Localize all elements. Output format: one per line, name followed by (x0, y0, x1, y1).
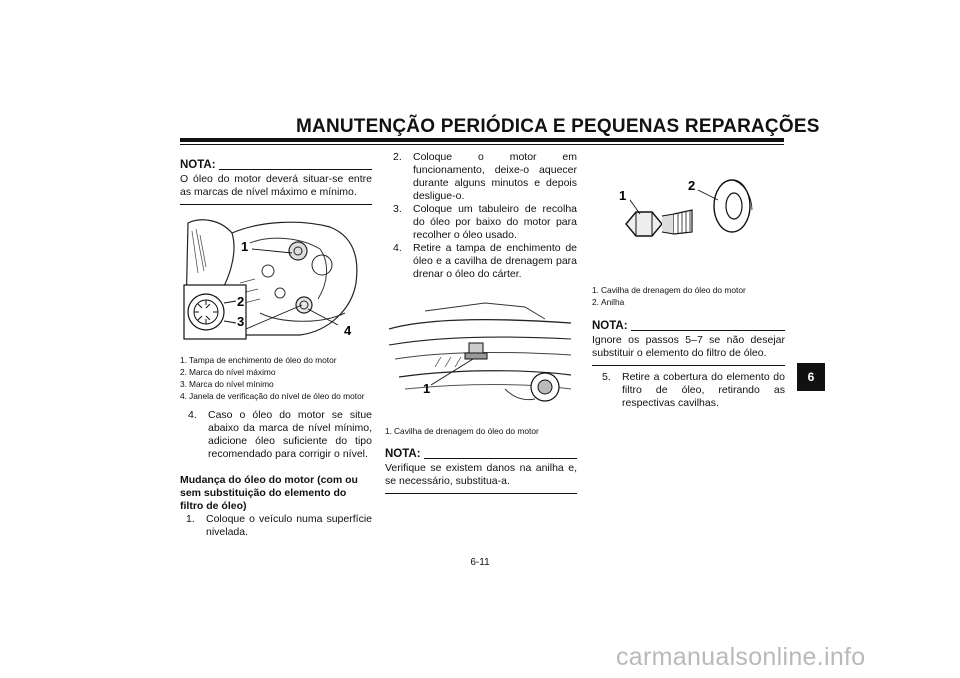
note-label: NOTA: (592, 320, 628, 332)
note-label: NOTA: (180, 159, 216, 171)
column-middle (385, 151, 577, 494)
note-block (592, 319, 785, 366)
column-right (592, 170, 785, 410)
page-number: 6-11 (470, 557, 490, 568)
callout-2: 2 (237, 294, 245, 309)
caption-item: 2. Anilha (592, 297, 625, 307)
drain-bolt-figure (385, 289, 577, 411)
caption-item: 2. Marca do nível máximo (180, 367, 276, 377)
callout-1: 1 (423, 381, 431, 396)
engine-illustration (180, 213, 372, 341)
callout-4: 4 (344, 323, 352, 338)
note-text: Verifique se existem danos na anilha e, se necessário, substitua-a. (385, 462, 577, 494)
caption-item: 1. Cavilha de drenagem do óleo do motor (385, 426, 539, 436)
caption-item: 3. Marca do nível mínimo (180, 379, 274, 389)
figure-caption (385, 425, 577, 437)
caption-item: 1. Cavilha de drenagem do óleo do motor (592, 285, 746, 295)
page-title: MANUTENÇÃO PERIÓDICA E PEQUENAS REPARAÇÕES (296, 116, 820, 137)
watermark-text: carmanualsonline.info (616, 643, 866, 671)
header-rule-thin (180, 144, 784, 145)
step-item: 3. Coloque um tabuleiro de recolha do óleo por baixo do motor para recolher o óleo usado. (393, 203, 577, 241)
callout-3: 3 (237, 314, 245, 329)
column-left (180, 158, 372, 539)
note-rule (424, 458, 577, 459)
note-block (180, 158, 372, 205)
figure-caption (180, 354, 372, 402)
note-text: Ignore os passos 5–7 se não desejar substituir o elemento do filtro de óleo. (592, 334, 785, 366)
note-text: O óleo do motor deverá situar-se entre as marcas de nível máximo e mínimo. (180, 173, 372, 205)
figure-caption (592, 284, 785, 308)
note-rule (631, 330, 785, 331)
underside-illustration (385, 289, 575, 411)
note-block (385, 447, 577, 494)
header-rule (180, 138, 784, 142)
drain-bolt-washer-figure (592, 170, 785, 274)
callout-1: 1 (241, 239, 249, 254)
step-item: 4. Retire a tampa de enchimento de óleo e a cavilha de drenagem para drenar o óleo do cárter. (393, 242, 577, 280)
caption-item: 4. Janela de verificação do nível de óleo do motor (180, 391, 365, 401)
callout-1: 1 (619, 188, 627, 203)
step-item: 4. Caso o óleo do motor se situe abaixo da marca de nível mínimo, adicione óleo suficiente do tipo recomendado para corrigir o nível. (188, 409, 372, 460)
callout-2: 2 (688, 178, 696, 193)
engine-oil-level-figure (180, 213, 372, 341)
chapter-tab: 6 (797, 363, 825, 391)
bolt-washer-illustration (592, 170, 784, 274)
step-item: 5. Retire a cobertura do elemento do filtro de óleo, retirando as respectivas cavilhas. (602, 371, 785, 409)
note-rule (219, 169, 372, 170)
step-item: 2. Coloque o motor em funcionamento, deixe-o aquecer durante alguns minutos e depois desligue-o. (393, 151, 577, 202)
section-subheading: Mudança do óleo do motor (com ou sem substituição do elemento do filtro de óleo) (180, 474, 358, 512)
note-label: NOTA: (385, 448, 421, 460)
step-item: 1. Coloque o veículo numa superfície nivelada. (186, 513, 372, 538)
caption-item: 1. Tampa de enchimento de óleo do motor (180, 355, 337, 365)
